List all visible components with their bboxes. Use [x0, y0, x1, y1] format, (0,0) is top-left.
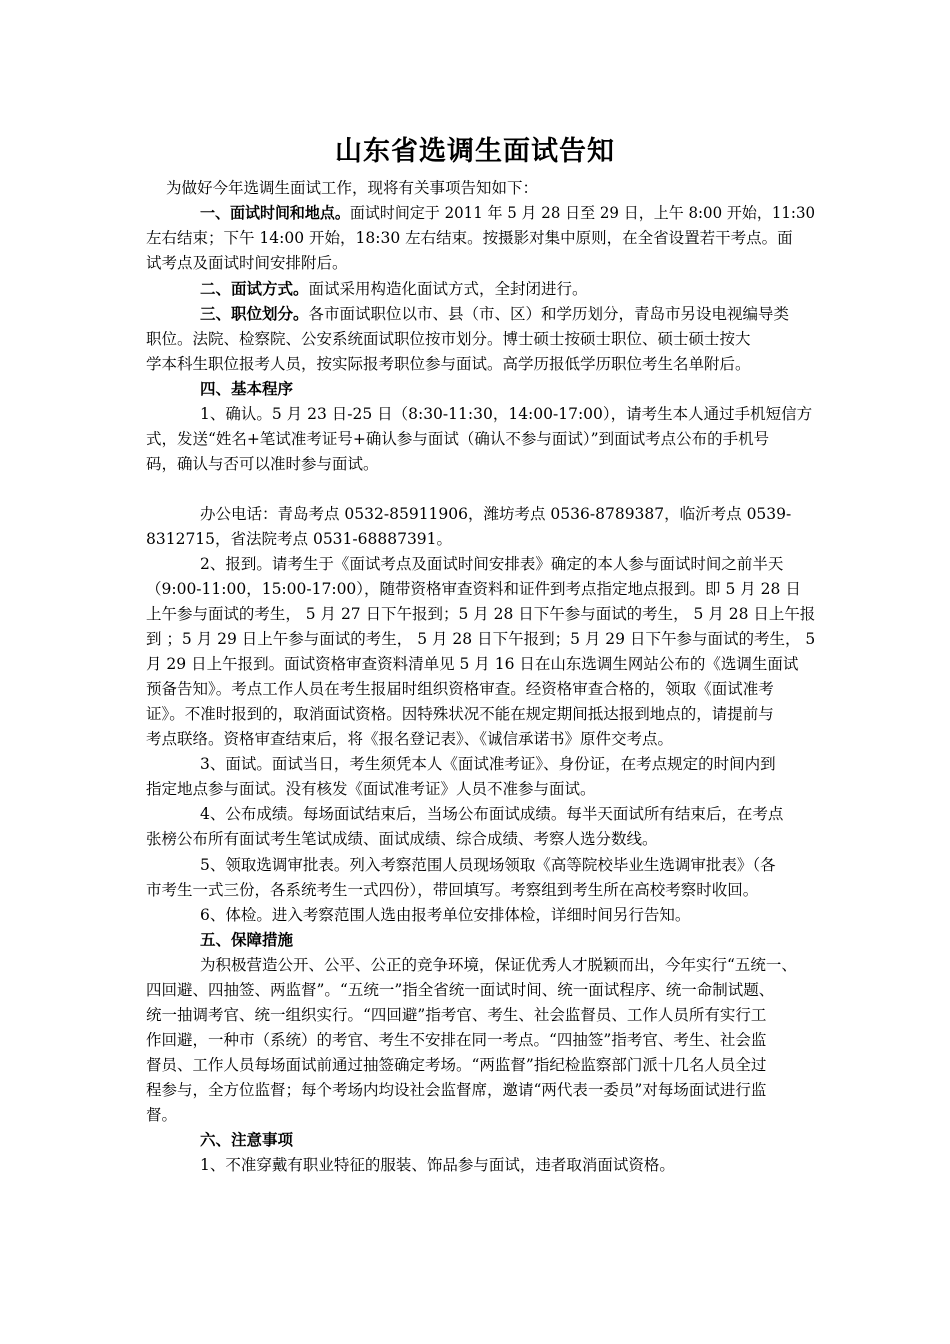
step-5-line-1: 5、领取选调审批表。列入考察范围人员现场领取《高等院校毕业生选调审批表》（各 — [200, 856, 776, 874]
section-5-line-3: 统一抽调考官、统一组织实行。“四回避”指考官、考生、社会监督员、工作人员所有实行工 — [146, 1006, 767, 1024]
step-3-line-2: 指定地点参与面试。没有核发《面试准考证》人员不准参与面试。 — [146, 780, 596, 798]
step-2-line-8: 考点联络。资格审查结束后，将《报名登记表》、《诚信承诺书》原件交考点。 — [146, 730, 674, 748]
section-6-heading: 六、注意事项 — [200, 1130, 294, 1149]
intro-text: 为做好今年选调生面试工作，现将有关事项告知如下： — [166, 179, 539, 197]
step-2-line-5: 月 29 日上午报到。面试资格审查资料清单见 5 月 16 日在山东选调生网站公布的《选调生面试 — [146, 655, 799, 673]
step-2-line-3: 上午参与面试的考生， 5 月 27 日下午报到；5 月 28 日下午参与面试的考生， 5 月 28 日上午报 — [146, 605, 816, 623]
section-3-heading: 三、职位划分。 — [200, 304, 309, 323]
step-1-line-2: 式，发送“姓名+笔试准考证号+确认参与面试（确认不参与面试）”到面试考点公布的手机号 — [146, 430, 770, 448]
section-5-line-6: 程参与，全方位监督；每个考场内均设社会监督席，邀请“两代表一委员”对每场面试进行监 — [146, 1081, 767, 1099]
step-3-line-1: 3、面试。面试当日，考生须凭本人《面试准考证》、身份证，在考点规定的时间内到 — [200, 755, 776, 773]
section-2-heading: 二、面试方式。 — [200, 279, 309, 298]
section-5-line-2: 四回避、四抽签、两监督”。“五统一”指全省统一面试时间、统一面试程序、统一命制试题、 — [146, 981, 775, 999]
step-1-line-1: 1、确认。5 月 23 日-25 日（8:30-11:30，14:00-17:00），请考生本人通过手机短信方 — [200, 405, 813, 423]
section-5-line-7: 督。 — [146, 1106, 178, 1124]
step-4-line-1: 4、公布成绩。每场面试结束后，当场公布面试成绩。每半天面试所有结束后，在考点 — [200, 805, 784, 823]
section-2-line — [200, 277, 588, 301]
section-1-heading: 一、面试时间和地点。 — [200, 203, 350, 222]
section-6-line-1: 1、不准穿戴有职业特征的服装、饰品参与面试，违者取消面试资格。 — [200, 1156, 675, 1174]
step-6-line-1: 6、体检。进入考察范围人选由报考单位安排体检，详细时间另行告知。 — [200, 906, 691, 924]
phones-line-1: 办公电话：青岛考点 0532-85911906，潍坊考点 0536-8789387，临沂考点 0539- — [200, 505, 792, 523]
phones-line-2: 8312715，省法院考点 0531-68887391。 — [146, 530, 453, 548]
step-2-line-2: （9:00-11:00，15:00-17:00），随带资格审查资料和证件到考点指定地点报到。即 5 月 28 日 — [146, 580, 801, 598]
step-2-line-6: 预备告知》。考点工作人员在考生报届时组织资格审查。经资格审查合格的，领取《面试准考 — [146, 680, 774, 698]
section-1-text: 面试时间定于 2011 年 5 月 28 日至 29 日，上午 8:00 开始，11:30 — [349, 204, 816, 222]
section-5-line-1: 为积极营造公开、公平、公正的竞争环境，保证优秀人才脱颖而出，今年实行“五统一、 — [200, 956, 797, 974]
step-4-line-2: 张榜公布所有面试考生笔试成绩、面试成绩、综合成绩、考察人选分数线。 — [146, 830, 658, 848]
section-1-line-3: 试考点及面试时间安排附后。 — [146, 254, 348, 272]
section-4-heading: 四、基本程序 — [200, 379, 294, 398]
step-1-line-3: 码，确认与否可以准时参与面试。 — [146, 455, 379, 473]
section-5-line-5: 督员、工作人员每场面试前通过抽签确定考场。“两监督”指纪检监察部门派十几名人员全过 — [146, 1056, 767, 1074]
section-3-text: 各市面试职位以市、县（市、区）和学历划分，青岛市另设电视编导类 — [308, 305, 790, 323]
section-5-line-4: 作回避，一种市（系统）的考官、考生不安排在同一考点。“四抽签”指考官、考生、社会监 — [146, 1031, 767, 1049]
section-1-line-2: 左右结束；下午 14:00 开始，18:30 左右结束。按摄影对集中原则，在全省设置若干考点。面 — [146, 229, 793, 247]
page-title: 山东省选调生面试告知 — [335, 136, 615, 167]
step-2-line-7: 证》。不准时报到的，取消面试资格。因特殊状况不能在规定期间抵达报到地点的，请提前与 — [146, 705, 774, 723]
step-5-line-2: 市考生一式三份，各系统考生一式四份），带回填写。考察组到考生所在高校考察时收回。 — [146, 881, 759, 899]
step-2-line-4: 到 ；5 月 29 日上午参与面试的考生， 5 月 28 日下午报到；5 月 29 日下午参与面试的考生， 5 — [146, 630, 816, 648]
section-3-first-line — [200, 302, 789, 326]
section-1-first-line — [200, 201, 815, 225]
step-2-line-1: 2、报到。请考生于《面试考点及面试时间安排表》确定的本人参与面试时间之前半天 — [200, 555, 784, 573]
section-3-line-2: 职位。法院、检察院、公安系统面试职位按市划分。博士硕士按硕士职位、硕士硕士按大 — [146, 330, 751, 348]
section-5-heading: 五、保障措施 — [200, 930, 294, 949]
section-3-line-3: 学本科生职位报考人员，按实际报考职位参与面试。高学历报低学历职位考生名单附后。 — [146, 355, 751, 373]
section-2-text: 面试采用构造化面试方式，全封闭进行。 — [308, 280, 588, 298]
